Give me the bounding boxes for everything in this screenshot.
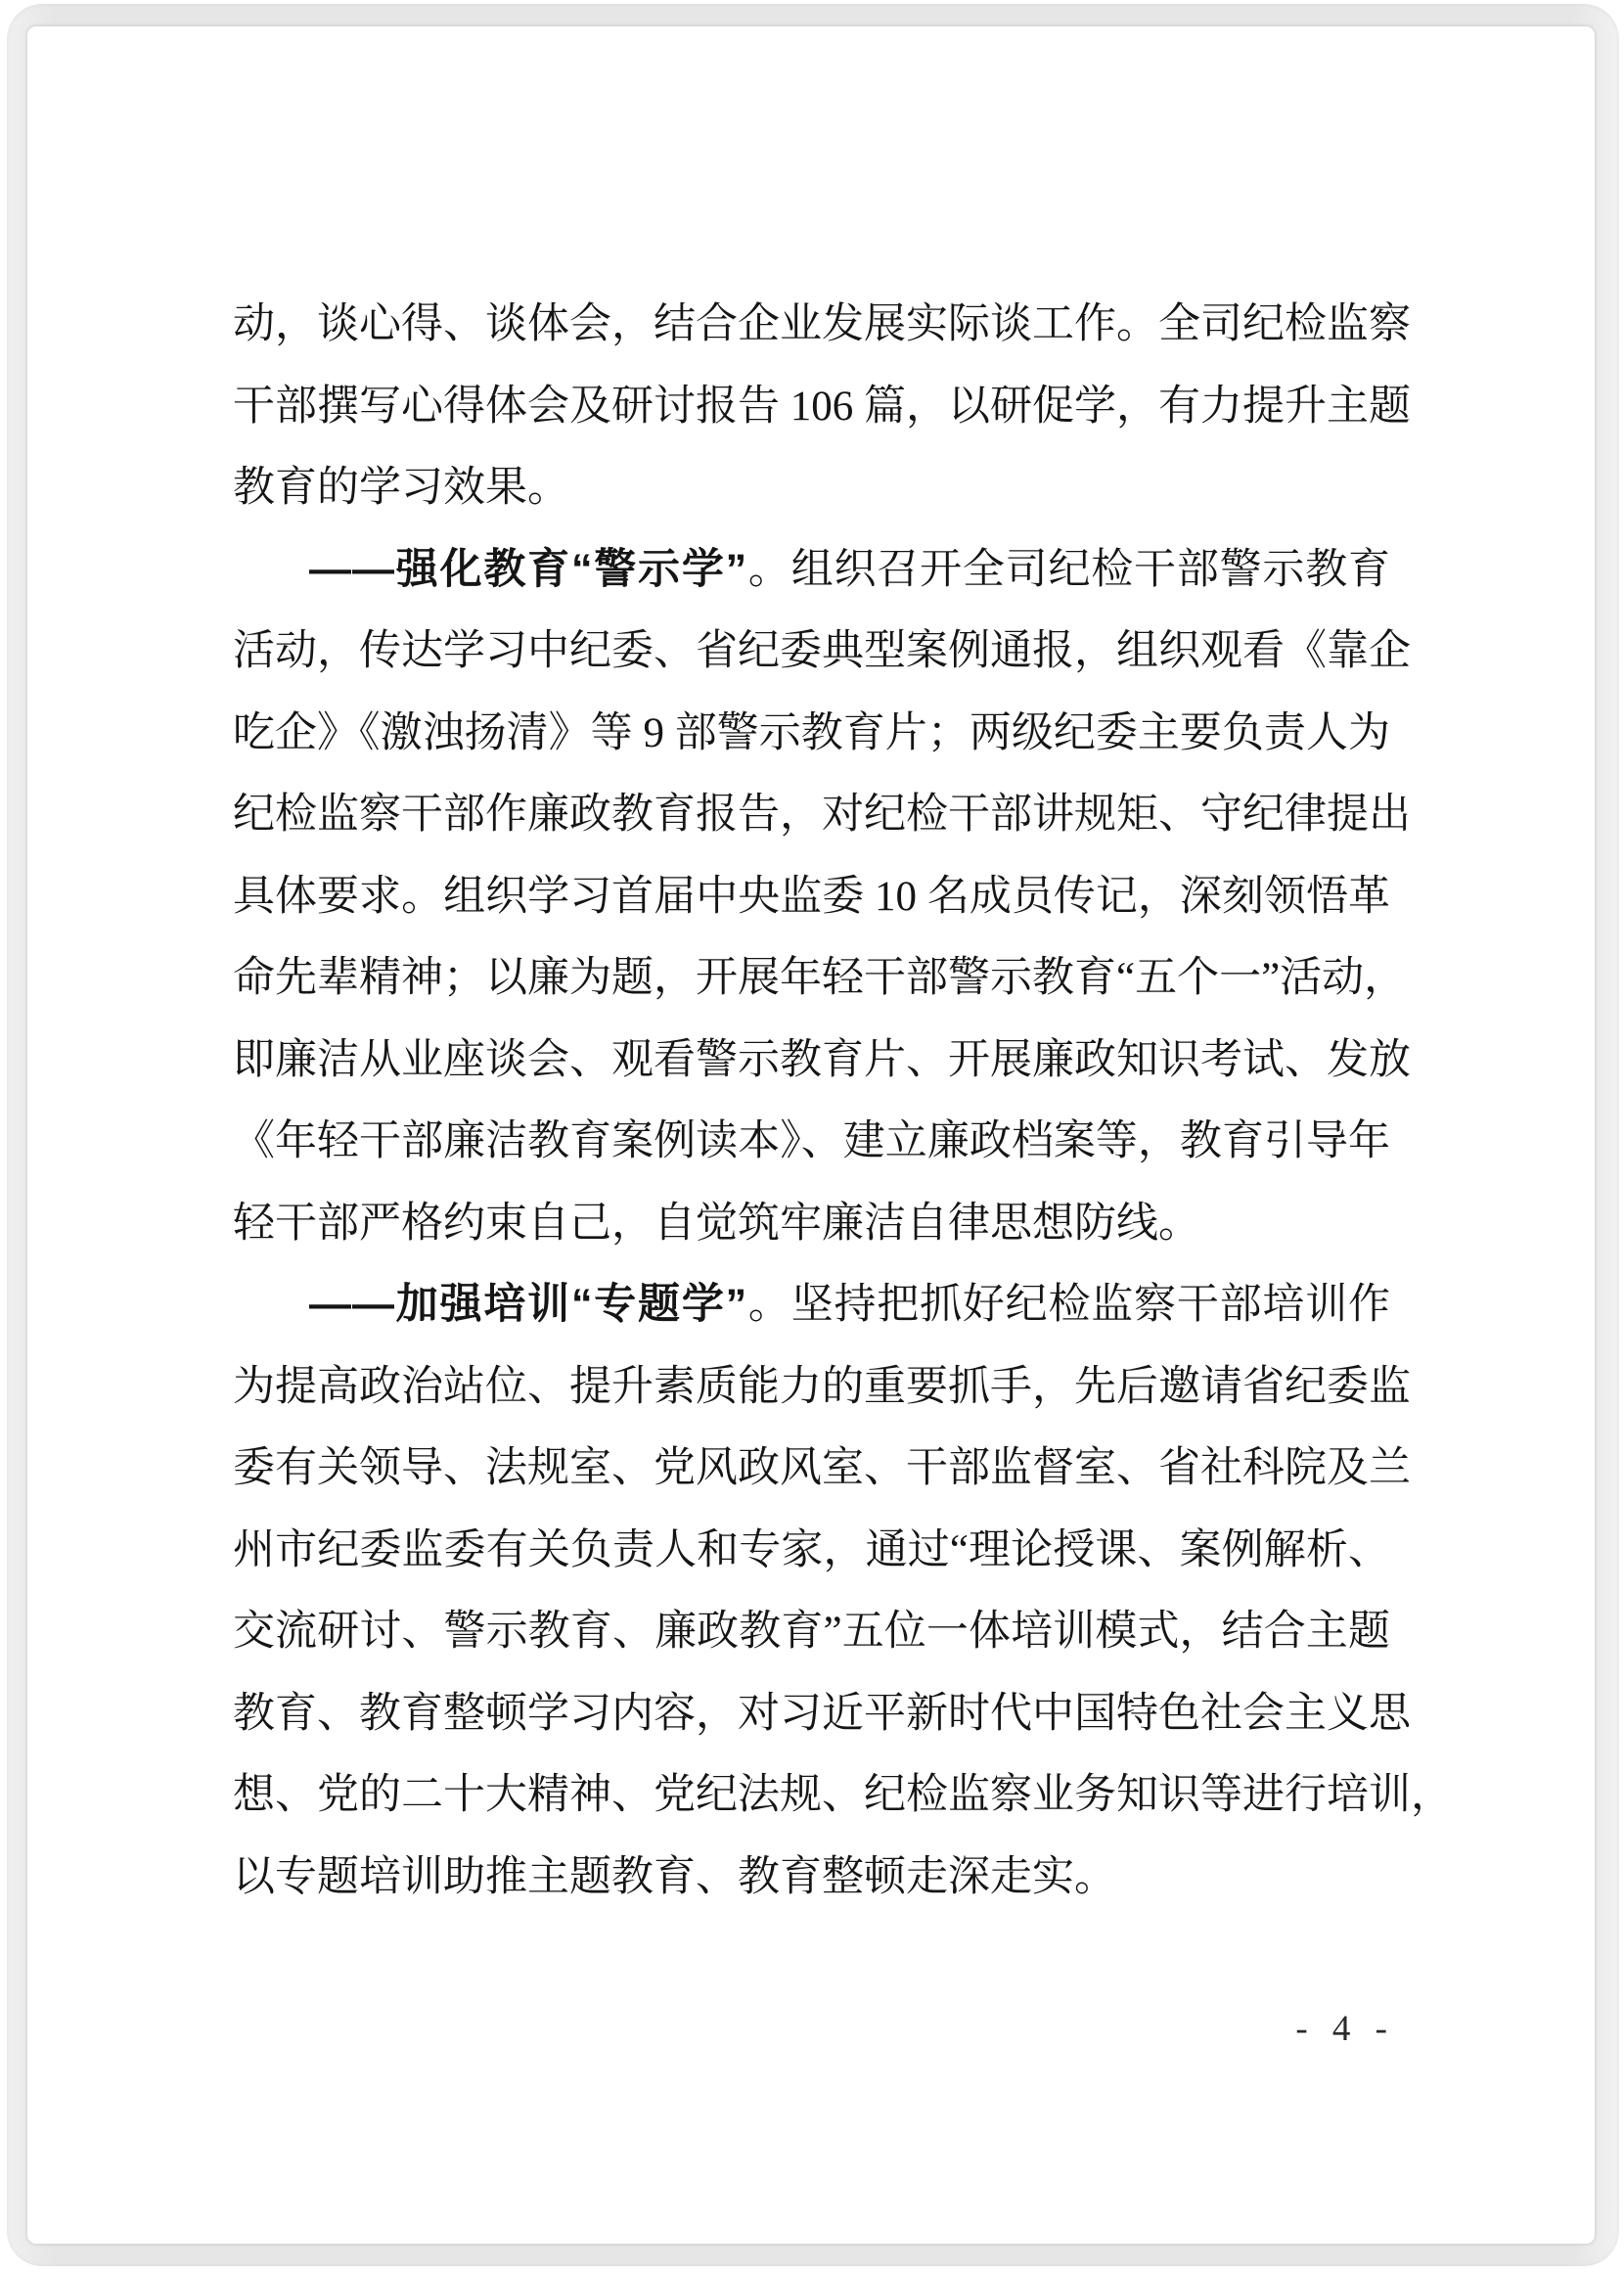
text-segment: 活动，传达学习中纪委、省纪委典型案例通报，组织观看《靠企 [233, 628, 1411, 674]
text-line [233, 1510, 1390, 1592]
text-line [233, 774, 1411, 856]
text-segment: 干部撰写心得体会及研讨报告 106 篇，以研促学，有力提升主题 [233, 383, 1411, 430]
text-line [233, 1754, 1453, 1837]
text-segment: 。组织召开全司纪检干部警示教育 [747, 546, 1390, 593]
bold-lead-segment: ——加强培训“专题学” [309, 1281, 748, 1328]
text-line [233, 693, 1390, 775]
text-line [233, 1428, 1411, 1510]
document-page [27, 26, 1595, 2244]
text-segment: 为提高政治站位、提升素质能力的重要抓手，先后邀请省纪委监 [233, 1363, 1411, 1410]
text-segment: 交流研讨、警示教育、廉政教育”五位一体培训模式，结合主题 [233, 1609, 1390, 1655]
text-segment: 轻干部严格约束自己，自觉筑牢廉洁自律思想防线。 [233, 1200, 1200, 1247]
text-segment: 教育、教育整顿学习内容，对习近平新时代中国特色社会主义思 [233, 1690, 1411, 1737]
text-line [233, 1591, 1390, 1673]
text-line [233, 1264, 1390, 1346]
text-segment: 委有关领导、法规室、党风政风室、干部监督室、省社科院及兰 [233, 1445, 1411, 1491]
text-line [233, 1837, 1390, 1919]
text-line [233, 856, 1390, 938]
text-line [233, 1183, 1390, 1265]
text-segment: 州市纪委监委有关负责人和专家，通过“理论授课、案例解析、 [233, 1526, 1390, 1573]
text-segment: 具体要求。组织学习首届中央监委 10 名成员传记，深刻领悟革 [233, 873, 1390, 920]
text-line [233, 284, 1411, 366]
body-text-block [233, 284, 1453, 1918]
text-segment: 命先辈精神；以廉为题，开展年轻干部警示教育“五个一”活动， [233, 955, 1407, 1001]
scan-frame [7, 4, 1619, 2266]
text-segment: 纪检监察干部作廉政教育报告，对纪检干部讲规矩、守纪律提出 [233, 792, 1411, 838]
text-line [233, 1101, 1390, 1183]
text-segment: 《年轻干部廉洁教育案例读本》、建立廉政档案等，教育引导年 [233, 1118, 1390, 1164]
text-line [233, 937, 1407, 1020]
text-line [233, 529, 1390, 612]
text-segment: 想、党的二十大精神、党纪法规、纪检监察业务知识等进行培训， [233, 1772, 1453, 1818]
page-number: - 4 - [1295, 2009, 1395, 2049]
text-segment: 。坚持把抓好纪检监察干部培训作 [747, 1282, 1390, 1328]
bold-lead-segment: ——强化教育“警示学” [309, 545, 748, 593]
text-line [233, 447, 1390, 529]
text-segment: 教育的学习效果。 [233, 465, 569, 511]
text-line [233, 1673, 1411, 1755]
text-line [233, 1020, 1411, 1102]
text-segment: 即廉洁从业座谈会、观看警示教育片、开展廉政知识考试、发放 [233, 1036, 1411, 1083]
text-line [233, 366, 1411, 448]
text-line [233, 1346, 1411, 1429]
text-segment: 以专题培训助推主题教育、教育整顿走深走实。 [233, 1853, 1116, 1900]
text-line [233, 611, 1411, 693]
text-segment: 动，谈心得、谈体会，结合企业发展实际谈工作。全司纪检监察 [233, 301, 1411, 347]
text-segment: 吃企》《激浊扬清》等 9 部警示教育片；两级纪委主要负责人为 [233, 709, 1390, 756]
